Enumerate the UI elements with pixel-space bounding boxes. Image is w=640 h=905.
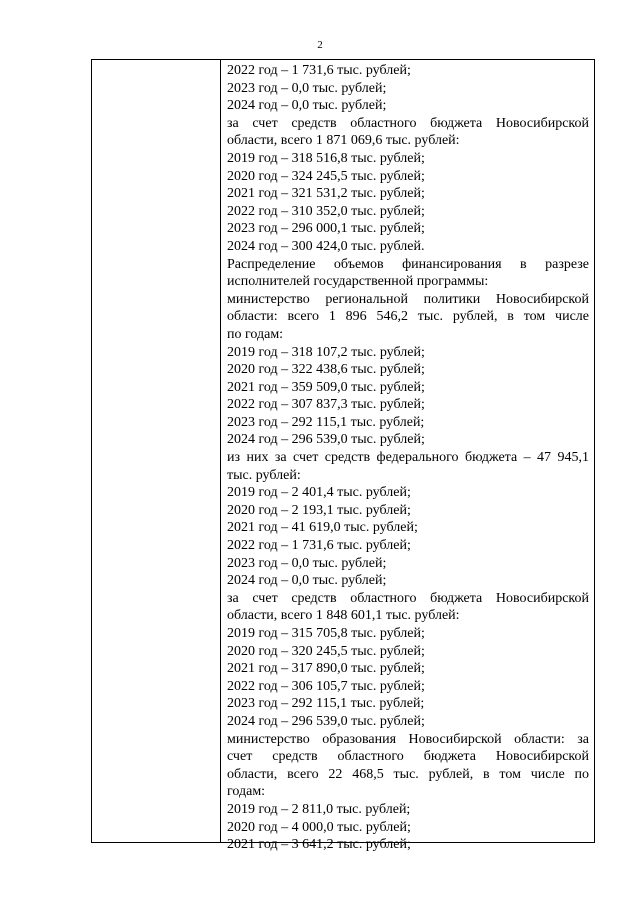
- financing-text-cell: [227, 62, 589, 854]
- column-divider: [220, 60, 221, 842]
- text-line: области: всего 1 896 546,2 тыс. рублей, в том числе: [227, 309, 589, 325]
- page-number: 2: [317, 39, 323, 51]
- text-line: 2024 год – 296 539,0 тыс. рублей;: [227, 432, 425, 448]
- text-line: тыс. рублей:: [227, 467, 301, 483]
- text-line: 2022 год – 307 837,3 тыс. рублей;: [227, 397, 425, 413]
- text-line: 2021 год – 317 890,0 тыс. рублей;: [227, 661, 425, 677]
- text-line: из них за счет средств федерального бюджета – 47 945,1: [227, 450, 589, 466]
- financing-table: [91, 59, 595, 853]
- text-line: за счет средств областного бюджета Новосибирской: [227, 115, 589, 131]
- text-line: 2023 год – 292 115,1 тыс. рублей;: [227, 414, 425, 430]
- text-line: области, всего 1 871 069,6 тыс. рублей:: [227, 133, 460, 149]
- text-line: области, всего 22 468,5 тыс. рублей, в том числе по: [227, 766, 589, 782]
- text-line: 2023 год – 0,0 тыс. рублей;: [227, 555, 387, 571]
- text-line: 2022 год – 306 105,7 тыс. рублей;: [227, 678, 425, 694]
- text-line: 2020 год – 324 245,5 тыс. рублей;: [227, 168, 425, 184]
- text-line: 2020 год – 320 245,5 тыс. рублей;: [227, 643, 425, 659]
- text-line: 2019 год – 315 705,8 тыс. рублей;: [227, 626, 425, 641]
- text-line: 2023 год – 292 115,1 тыс. рублей;: [227, 696, 425, 712]
- text-line: 2021 год – 359 509,0 тыс. рублей;: [227, 379, 425, 395]
- text-line: 2019 год – 2 811,0 тыс. рублей;: [227, 801, 411, 817]
- text-line: годам:: [227, 784, 266, 800]
- text-line: министерство региональной политики Новосибирской: [227, 291, 589, 307]
- text-line: 2021 год – 41 619,0 тыс. рублей;: [227, 520, 418, 536]
- text-line: 2020 год – 4 000,0 тыс. рублей;: [227, 819, 411, 835]
- text-line: 2024 год – 0,0 тыс. рублей;: [227, 573, 387, 589]
- text-line: 2020 год – 2 193,1 тыс. рублей;: [227, 502, 411, 518]
- text-line: 2022 год – 1 731,6 тыс. рублей;: [227, 538, 411, 554]
- text-line: области, всего 1 848 601,1 тыс. рублей:: [227, 608, 460, 624]
- text-line: 2022 год – 1 731,6 тыс. рублей;: [227, 63, 411, 78]
- text-line: 2019 год – 2 401,4 тыс. рублей;: [227, 485, 411, 501]
- text-line: 2020 год – 322 438,6 тыс. рублей;: [227, 362, 425, 378]
- text-line: исполнителей государственной программы:: [227, 274, 489, 290]
- text-line: 2024 год – 296 539,0 тыс. рублей;: [227, 713, 425, 729]
- text-line: по годам:: [227, 326, 284, 342]
- text-line: 2023 год – 296 000,1 тыс. рублей;: [227, 221, 425, 237]
- text-line: 2024 год – 300 424,0 тыс. рублей.: [227, 238, 425, 254]
- text-line: 2021 год – 3 641,2 тыс. рублей;: [227, 837, 411, 853]
- text-line: за счет средств областного бюджета Новосибирской: [227, 590, 589, 606]
- text-line: 2024 год – 0,0 тыс. рублей;: [227, 98, 387, 114]
- text-line: 2021 год – 321 531,2 тыс. рублей;: [227, 186, 425, 202]
- text-line: 2019 год – 318 107,2 тыс. рублей;: [227, 344, 425, 360]
- text-line: счет средств областного бюджета Новосибирской: [227, 749, 589, 765]
- text-line: 2022 год – 310 352,0 тыс. рублей;: [227, 203, 425, 219]
- text-line: 2023 год – 0,0 тыс. рублей;: [227, 80, 387, 96]
- text-line: Распределение объемов финансирования в разрезе: [227, 256, 589, 272]
- text-line: 2019 год – 318 516,8 тыс. рублей;: [227, 150, 425, 166]
- text-line: министерство образования Новосибирской области: за: [227, 731, 589, 747]
